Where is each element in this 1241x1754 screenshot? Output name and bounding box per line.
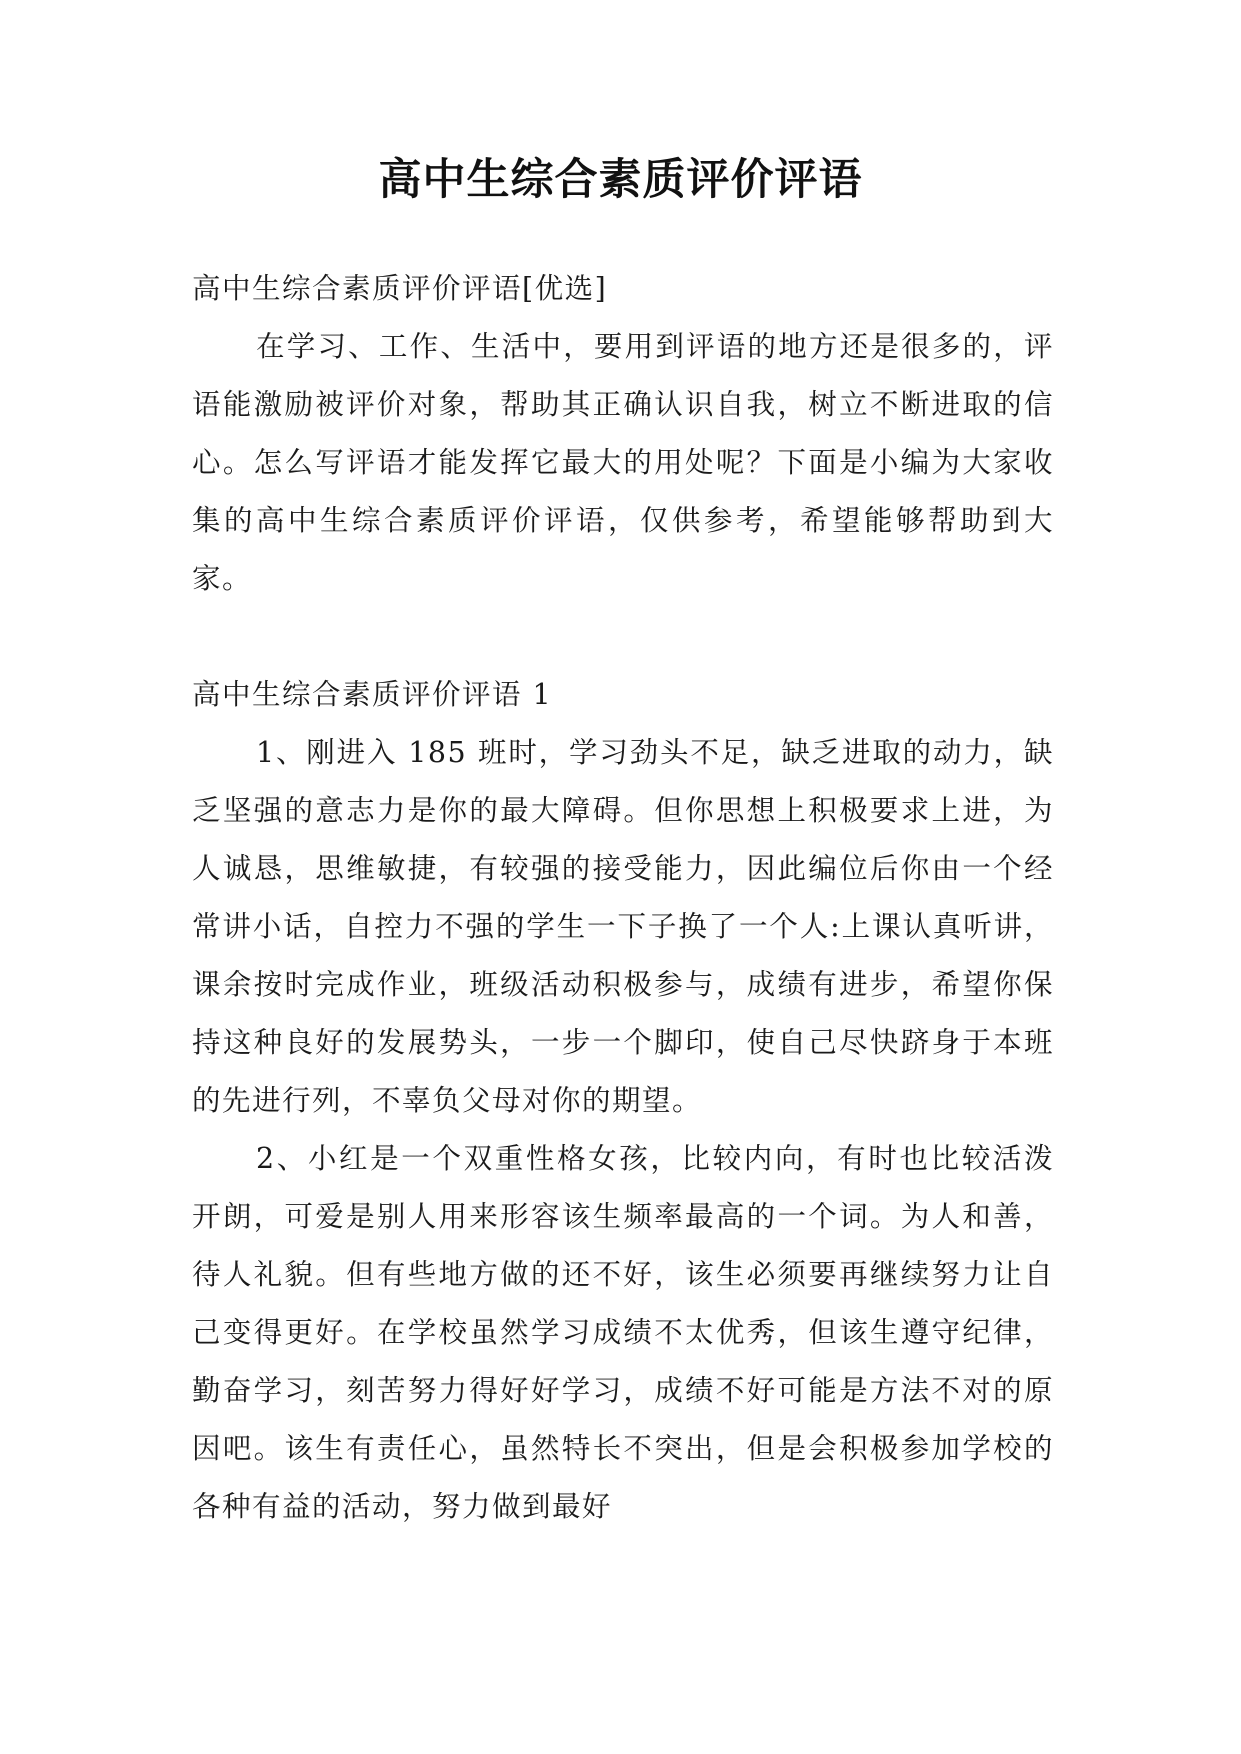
intro-paragraph: 在学习、工作、生活中，要用到评语的地方还是很多的，评语能激励被评价对象，帮助其正确认识自我，树立不断进取的信心。怎么写评语才能发挥它最大的用处呢？下面是小编为大家收集的高中生综合素质评价评语，仅供参考，希望能够帮助到大家。 (192, 330, 1054, 595)
document-title: 高中生综合素质评价评语 (378, 155, 863, 205)
document-subtitle: 高中生综合素质评价评语[优选] (192, 272, 608, 305)
comment-item-1: 1、刚进入 185 班时，学习劲头不足，缺乏进取的动力，缺乏坚强的意志力是你的最大障碍。但你思想上积极要求上进，为人诚恳，思维敏捷，有较强的接受能力，因此编位后你由一个经常讲小话，自控力不强的学生一下子换了一个人:上课认真听讲，课余按时完成作业，班级活动积极参与，成绩有进步，希望你保持这种良好的发展势头，一步一个脚印，使自己尽快跻身于本班的先进行列，不辜负父母对你的期望。 (192, 736, 1054, 1117)
section-heading: 高中生综合素质评价评语 1 (192, 678, 553, 711)
section-spacer (192, 608, 1054, 666)
comment-item-2: 2、小红是一个双重性格女孩，比较内向，有时也比较活泼开朗，可爱是别人用来形容该生频率最高的一个词。为人和善，待人礼貌。但有些地方做的还不好，该生必须要再继续努力让自己变得更好。在学校虽然学习成绩不太优秀，但该生遵守纪律，勤奋学习，刻苦努力得好好学习，成绩不好可能是方法不对的原因吧。该生有责任心，虽然特长不突出，但是会积极参加学校的各种有益的活动，努力做到最好 (192, 1142, 1054, 1523)
document-body (192, 260, 1054, 1536)
